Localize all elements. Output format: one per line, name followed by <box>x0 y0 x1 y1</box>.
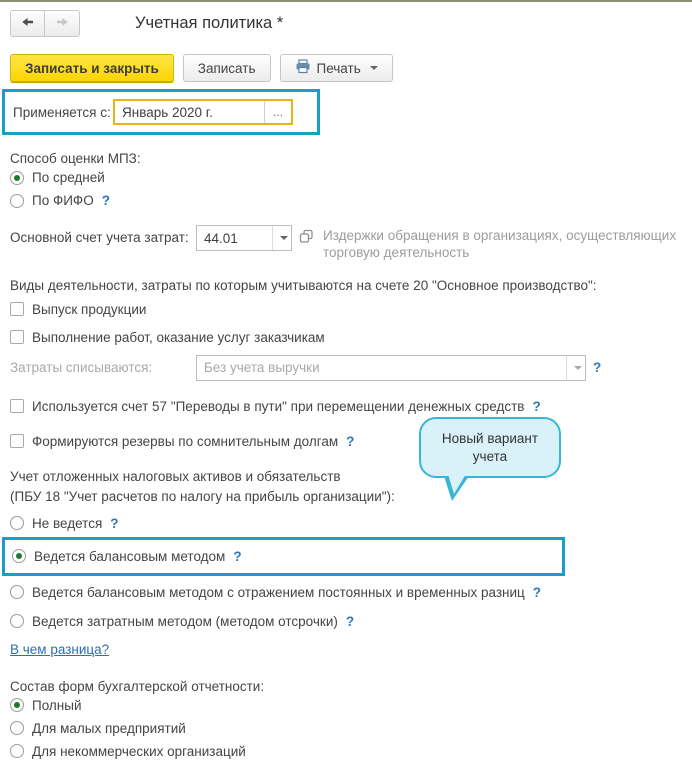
dropdown-icon <box>566 356 585 380</box>
checkbox-label: Используется счет 57 "Переводы в пути" при перемещении денежных средств <box>32 398 525 414</box>
checkbox-icon <box>10 330 24 344</box>
history-nav-group <box>10 10 80 37</box>
forward-arrow-icon <box>55 15 70 32</box>
radio-icon <box>12 549 26 563</box>
radio-label: Ведется затратным методом (методом отсрочки) <box>32 613 338 629</box>
applies-from-highlight-box <box>2 89 320 135</box>
radio-option-ne-vedetsya[interactable] <box>0 512 692 535</box>
deferred-tax-label-line2: (ПБУ 18 "Учет расчетов по налогу на прибыль организации"): <box>10 488 395 504</box>
help-icon[interactable]: ? <box>110 515 119 531</box>
writeoff-combobox <box>196 355 586 381</box>
printer-icon <box>295 59 311 77</box>
checkbox-icon <box>10 302 24 316</box>
deferred-tax-label <box>0 467 692 507</box>
page-title: Учетная политика * <box>135 14 284 32</box>
radio-icon <box>10 171 24 185</box>
back-button[interactable] <box>10 10 45 37</box>
checkbox-vypusk-produkcii[interactable] <box>0 298 692 321</box>
help-icon[interactable]: ? <box>532 584 542 600</box>
radio-option-po-sredney[interactable] <box>0 166 692 189</box>
reporting-forms-label: Состав форм бухгалтерской отчетности: <box>10 678 265 694</box>
command-bar <box>0 37 692 82</box>
radio-label: По ФИФО <box>32 193 94 208</box>
help-icon[interactable]: ? <box>593 359 602 375</box>
radio-icon <box>10 744 24 758</box>
callout-bubble <box>419 417 561 478</box>
radio-icon <box>10 585 24 599</box>
radio-option-po-fifo[interactable] <box>0 189 692 212</box>
checkbox-icon <box>10 399 24 413</box>
radio-option-nekommercheskie[interactable] <box>0 740 692 763</box>
callout-tail-fill <box>448 474 466 494</box>
difference-link[interactable]: В чем разница? <box>10 641 110 657</box>
help-icon[interactable]: ? <box>345 613 355 629</box>
radio-icon <box>10 614 24 628</box>
cost-account-combobox[interactable] <box>196 225 292 251</box>
inventory-valuation-label: Способ оценки МПЗ: <box>10 151 141 166</box>
radio-option-zatratnym-metodom[interactable] <box>0 610 692 633</box>
writeoff-value: Без учета выручки <box>204 360 320 376</box>
radio-option-malye-predpriyatiya[interactable] <box>0 717 692 740</box>
radio-label: Для некоммерческих организаций <box>32 743 246 759</box>
balance-method-highlight-box <box>2 537 565 576</box>
callout-text: Новый вариант учета <box>441 430 539 464</box>
help-icon[interactable]: ? <box>532 398 541 414</box>
cost-account-value[interactable]: 44.01 <box>204 230 238 246</box>
print-button-label: Печать <box>316 60 361 76</box>
checkbox-icon <box>10 434 24 448</box>
radio-icon <box>10 194 24 208</box>
help-icon[interactable]: ? <box>346 433 355 449</box>
back-arrow-icon <box>20 15 35 32</box>
radio-option-polnyj[interactable] <box>0 694 692 717</box>
checkbox-vypolnenie-rabot[interactable] <box>0 326 692 349</box>
checkbox-label: Формируются резервы по сомнительным долгам <box>32 433 339 449</box>
radio-label: По средней <box>32 170 105 185</box>
forward-button <box>45 10 80 37</box>
applies-from-value[interactable]: Январь 2020 г. <box>122 104 213 120</box>
applies-from-picker-button[interactable]: ... <box>264 101 291 123</box>
applies-from-date-input[interactable] <box>113 99 293 125</box>
radio-icon <box>10 698 24 712</box>
radio-label: Ведется балансовым методом <box>34 548 226 564</box>
radio-label: Для малых предприятий <box>32 720 186 736</box>
save-button[interactable]: Записать <box>183 54 271 82</box>
checkbox-rezervy[interactable] <box>0 430 692 453</box>
print-button[interactable] <box>280 54 393 82</box>
radio-icon <box>10 721 24 735</box>
help-icon[interactable]: ? <box>101 193 110 208</box>
radio-label: Полный <box>32 697 82 713</box>
cost-account-row <box>0 225 692 262</box>
open-account-icon[interactable] <box>299 229 314 247</box>
writeoff-row <box>0 355 692 381</box>
applies-from-label: Применяется с: <box>13 104 111 120</box>
radio-option-balansovym-metodom[interactable] <box>5 545 562 568</box>
radio-label: Ведется балансовым методом с отражением постоянных и временных разниц <box>32 584 525 600</box>
activities-label: Виды деятельности, затраты по которым учитываются на счете 20 "Основное производство": <box>10 277 597 293</box>
dropdown-icon[interactable] <box>272 226 291 250</box>
checkbox-label: Выполнение работ, оказание услуг заказчикам <box>32 329 325 345</box>
print-dropdown-icon <box>370 66 378 70</box>
cost-account-hint: Издержки обращения в организациях, осуществляющих торговую деятельность <box>323 228 677 261</box>
help-icon[interactable]: ? <box>233 548 242 564</box>
save-and-close-button[interactable]: Записать и закрыть <box>10 54 174 82</box>
checkbox-label: Выпуск продукции <box>32 301 147 317</box>
radio-icon <box>10 516 24 530</box>
radio-option-balansovym-s-raznicami[interactable] <box>0 581 692 604</box>
radio-label: Не ведется <box>32 515 103 531</box>
navigation-bar <box>0 2 692 37</box>
checkbox-schet-57[interactable] <box>0 395 692 418</box>
cost-account-label: Основной счет учета затрат: <box>10 230 189 245</box>
writeoff-label: Затраты списываются: <box>10 359 153 375</box>
deferred-tax-label-line1: Учет отложенных налоговых активов и обязательств <box>10 468 341 484</box>
